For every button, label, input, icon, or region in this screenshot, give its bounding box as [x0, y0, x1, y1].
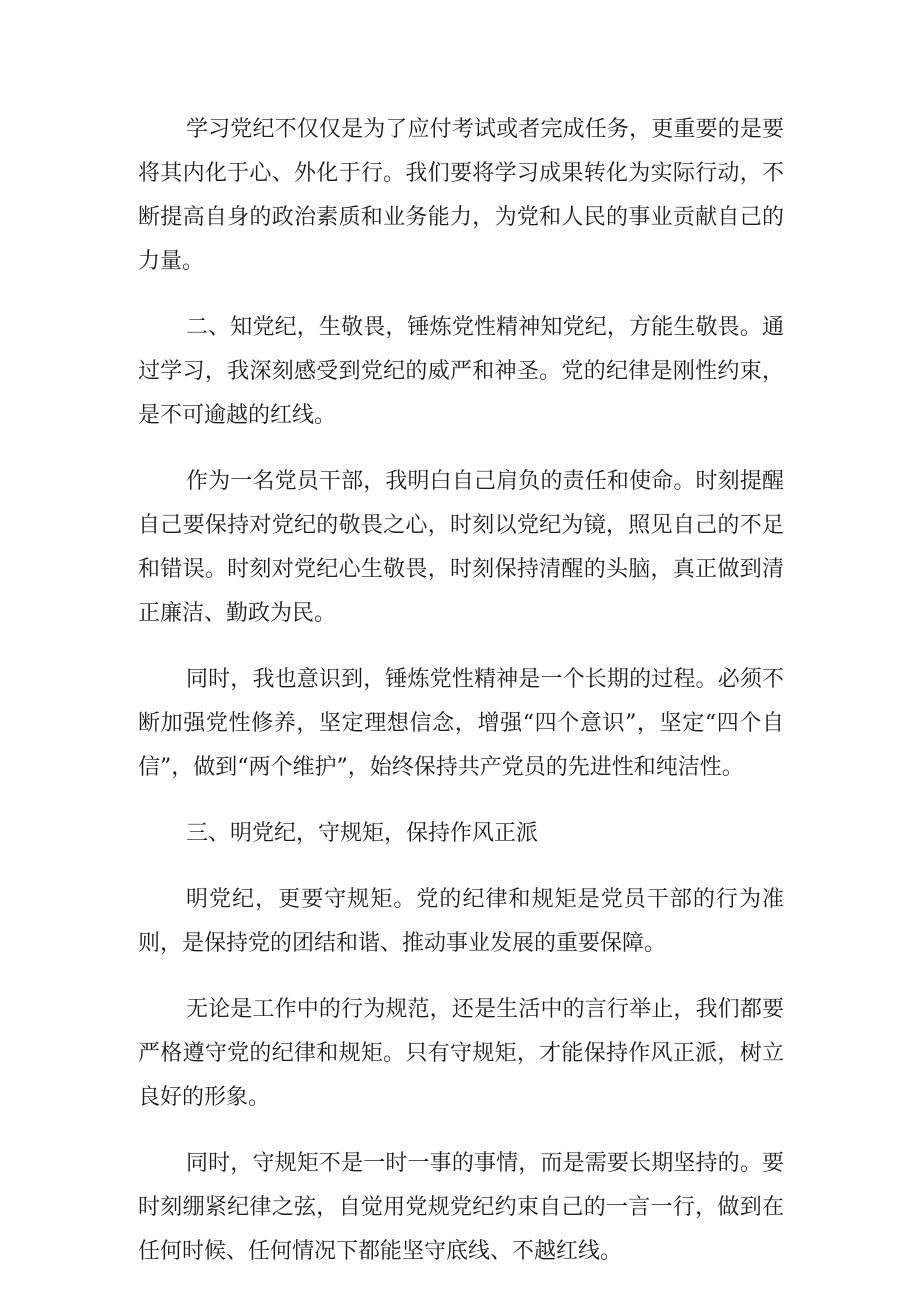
paragraph-4: 同时，我也意识到，锤炼党性精神是一个长期的过程。必须不断加强党性修养，坚定理想信念，增强“四个意识”，坚定“四个自信”，做到“两个维护”，始终保持共产党员的先进性和纯洁性。	[138, 667, 784, 780]
paragraph-1: 学习党纪不仅仅是为了应付考试或者完成任务，更重要的是要将其内化于心、外化于行。我们要将学习成果转化为实际行动，不断提高自身的政治素质和业务能力，为党和人民的事业贡献自己的力量。	[138, 117, 784, 274]
document-body	[138, 108, 784, 1296]
paragraph-2: 二、知党纪，生敬畏，锤炼党性精神知党纪，方能生敬畏。通过学习，我深刻感受到党纪的威严和神圣。党的纪律是刚性约束，是不可逾越的红线。	[138, 315, 784, 428]
paragraph-7: 无论是工作中的行为规范，还是生活中的言行举止，我们都要严格遵守党的纪律和规矩。只有守规矩，才能保持作风正派，树立良好的形象。	[138, 997, 784, 1110]
paragraph-3: 作为一名党员干部，我明白自己肩负的责任和使命。时刻提醒自己要保持对党纪的敬畏之心，时刻以党纪为镜，照见自己的不足和错误。时刻对党纪心生敬畏，时刻保持清醒的头脑，真正做到清正廉洁、勤政为民。	[138, 469, 784, 626]
paragraph-8: 同时，守规矩不是一时一事的事情，而是需要长期坚持的。要时刻绷紧纪律之弦，自觉用党规党纪约束自己的一言一行，做到在任何时候、任何情况下都能坚守底线、不越红线。	[138, 1151, 784, 1264]
section-heading-3: 三、明党纪，守规矩，保持作风正派	[186, 821, 539, 846]
paragraph-6: 明党纪，更要守规矩。党的纪律和规矩是党员干部的行为准则，是保持党的团结和谐、推动事业发展的重要保障。	[138, 887, 784, 956]
